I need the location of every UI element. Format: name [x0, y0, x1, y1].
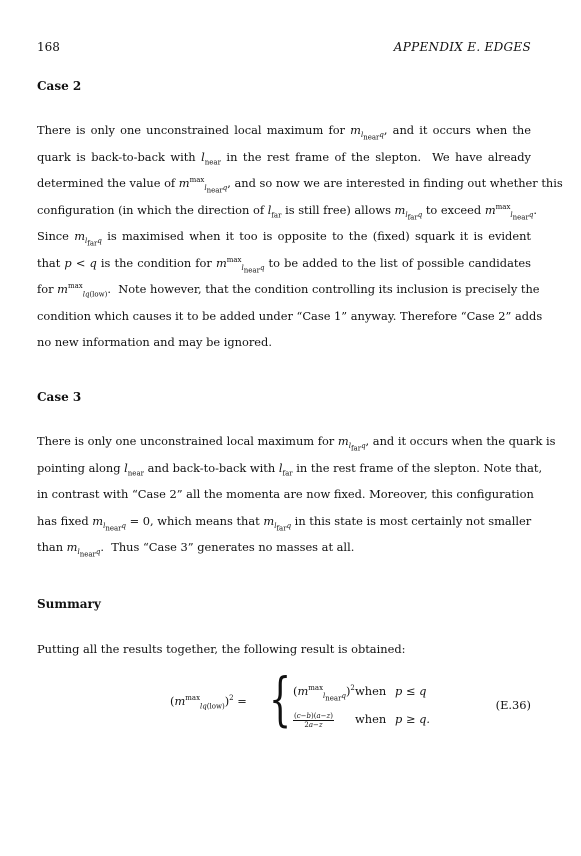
text-line: for $m^{max}_{lq(low)}$. Note however, that the condition controlling its inclusion is precisely the [37, 282, 540, 299]
paragraph-case3 [37, 428, 556, 561]
left-brace: { [269, 665, 292, 733]
text-line: that p < q is the condition for $m^{max}_{l_{near}q}$ to be added to the list of possible candidates [37, 255, 532, 275]
running-title: APPENDIX E. EDGES [393, 40, 531, 54]
equation-e36 [37, 665, 531, 736]
equation-case-2: $\frac{(c-b)(a-z)}{2a-z}$ [294, 712, 333, 729]
text-line: configuration (in which the direction of $l_{far}$ is still free) allows $m_{l_{far}q}$ to exceed $m^{max}_{l_{near}q}$. [37, 202, 537, 222]
section-heading-summary: Summary [37, 597, 101, 611]
text-line: determined the value of $m^{max}_{l_{near}q}$, and so now we are interested in finding out whether this [37, 176, 563, 195]
equation-when-1: when [355, 684, 387, 698]
paragraph-summary [37, 636, 531, 663]
text-line: quark is back-to-back with $l_{near}$ in the rest frame of the slepton. We have already [37, 149, 531, 166]
page-header [37, 40, 531, 58]
text-line: pointing along $l_{near}$ and back-to-back with $l_{far}$ in the rest frame of the slepton. Note that, [37, 460, 543, 477]
equation-when-2: when [355, 712, 387, 726]
equation-condition-1: p ≤ q [395, 684, 427, 698]
equation-lhs: $(m^{max}_{lq(low)})^2$ = [170, 694, 247, 711]
section-heading-case2: Case 2 [37, 79, 82, 93]
text-line: condition which causes it to be added under “Case 1” anyway. Therefore “Case 2” adds [37, 308, 543, 323]
text-line: There is only one unconstrained local maximum for $m_{l_{far}q}$, and it occurs when the quark is [37, 434, 556, 453]
text-line: no new information and may be ignored. [37, 335, 272, 349]
text-line: There is only one unconstrained local maximum for $m_{l_{near}q}$, and it occurs when the [37, 123, 531, 142]
text-line: Putting all the results together, the following result is obtained: [37, 642, 406, 656]
equation-number: (E.36) [495, 698, 531, 712]
section-heading-case3: Case 3 [37, 390, 82, 404]
paragraph-case2 [37, 117, 563, 356]
text-line: has fixed $m_{l_{near}q} = 0$, which means that $m_{l_{far}q}$ in this state is most certainly not smaller [37, 513, 532, 533]
equation-condition-2: p ≥ q. [395, 712, 430, 726]
page-number: 168 [37, 40, 60, 54]
text-line: than $m_{l_{near}q}$. Thus “Case 3” generates no masses at all. [37, 540, 355, 559]
text-line: in contrast with “Case 2” all the momenta are now fixed. Moreover, this configuration [37, 487, 534, 501]
page [37, 40, 531, 58]
text-line: Since $m_{l_{far}q}$ is maximised when it too is opposite to the (fixed) squark it is evident [37, 229, 532, 248]
equation-case-1: $(m^{max}_{l_{near}q})^2$ [293, 684, 355, 703]
